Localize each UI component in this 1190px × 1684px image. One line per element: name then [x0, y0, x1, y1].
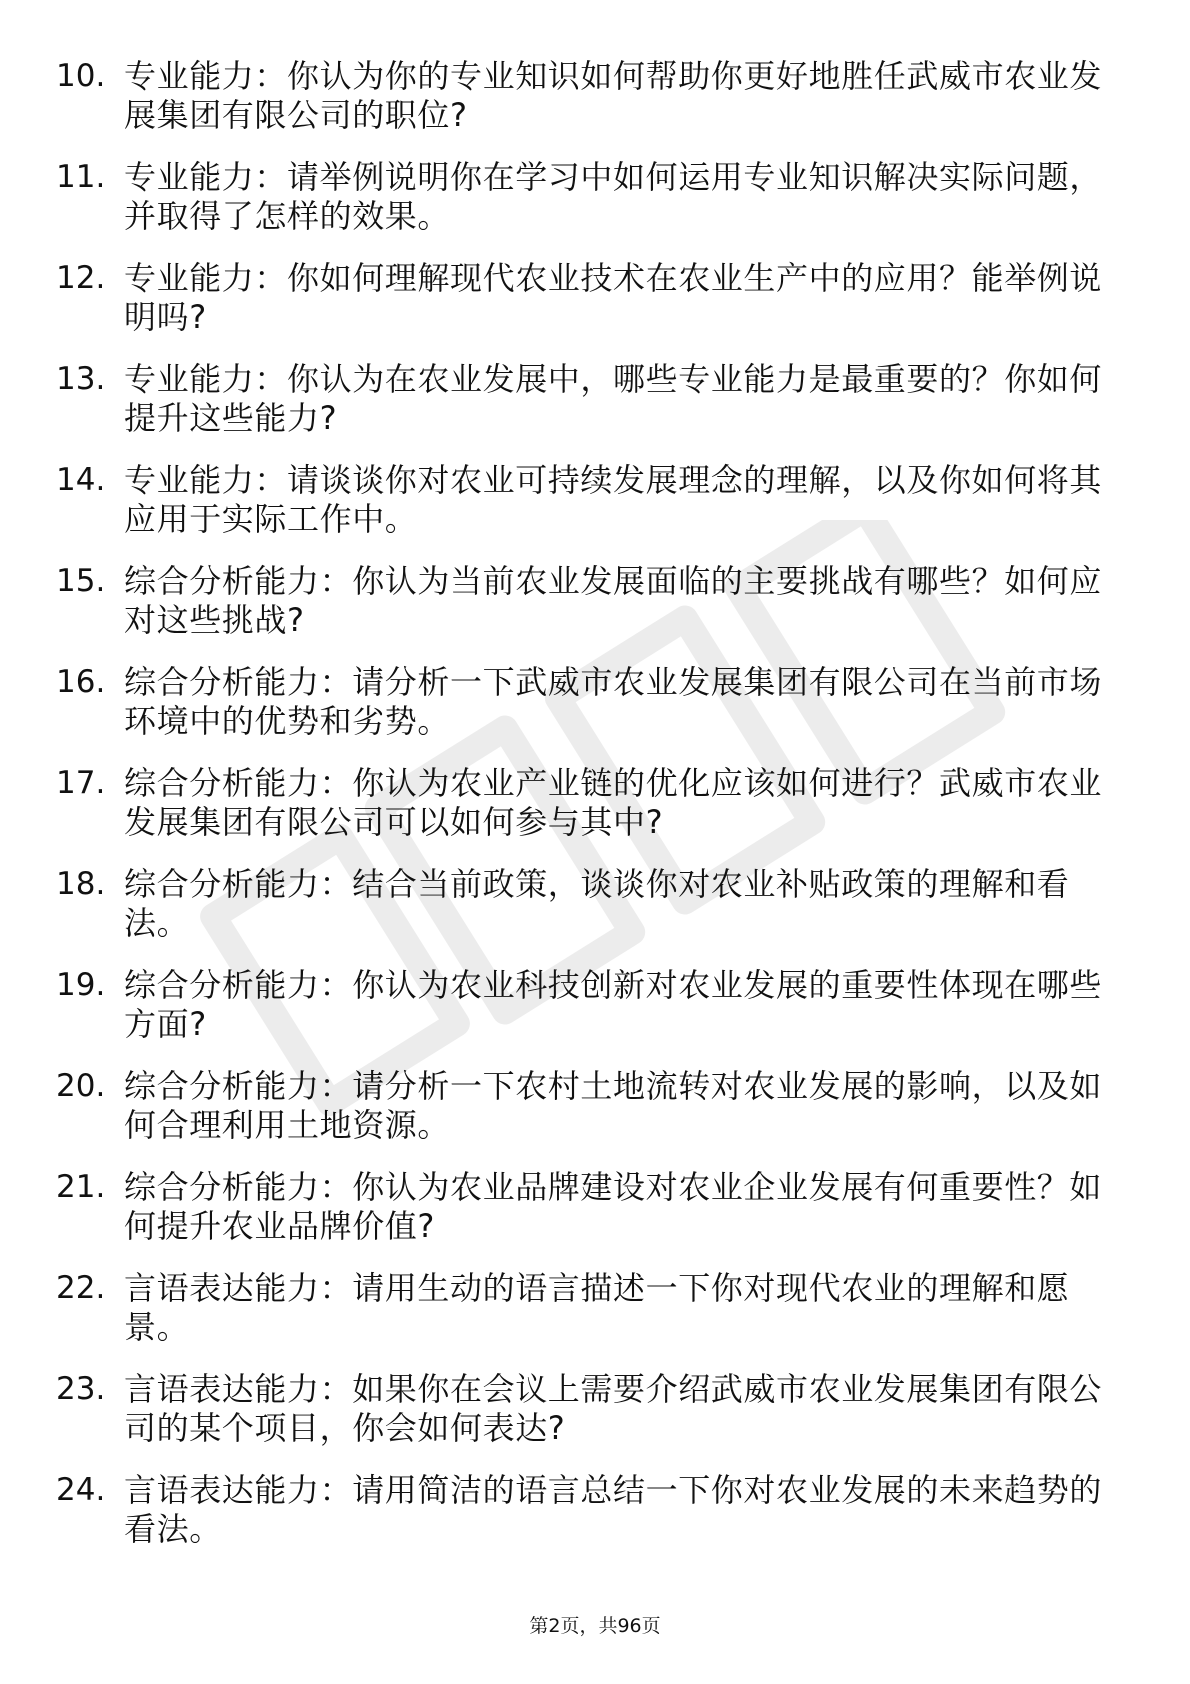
question-item [0, 1370, 1190, 1471]
question-text: 综合分析能力：你认为农业科技创新对农业发展的重要性体现在哪些方面? [124, 966, 1103, 1043]
question-number: 15. [56, 563, 106, 599]
question-list [0, 57, 1190, 1572]
question-item [0, 461, 1190, 562]
question-item [0, 966, 1190, 1067]
question-text: 专业能力：请谈谈你对农业可持续发展理念的理解，以及你如何将其应用于实际工作中。 [124, 461, 1103, 538]
question-item [0, 1067, 1190, 1168]
question-number: 13. [56, 361, 106, 397]
question-text: 综合分析能力：你认为当前农业发展面临的主要挑战有哪些？如何应对这些挑战? [124, 562, 1103, 639]
question-item [0, 360, 1190, 461]
question-text: 言语表达能力：请用简洁的语言总结一下你对农业发展的未来趋势的看法。 [124, 1471, 1103, 1548]
question-number: 20. [56, 1068, 106, 1104]
question-text: 言语表达能力：如果你在会议上需要介绍武威市农业发展集团有限公司的某个项目，你会如何表达? [124, 1370, 1103, 1447]
question-text: 专业能力：请举例说明你在学习中如何运用专业知识解决实际问题，并取得了怎样的效果。 [124, 158, 1103, 235]
question-number: 22. [56, 1270, 106, 1306]
question-item [0, 1168, 1190, 1269]
question-text: 综合分析能力：请分析一下武威市农业发展集团有限公司在当前市场环境中的优势和劣势。 [124, 663, 1103, 740]
question-number: 23. [56, 1371, 106, 1407]
question-number: 12. [56, 260, 106, 296]
question-number: 10. [56, 58, 106, 94]
question-item [0, 764, 1190, 865]
question-text: 专业能力：你如何理解现代农业技术在农业生产中的应用？能举例说明吗? [124, 259, 1103, 336]
question-item [0, 1471, 1190, 1572]
question-item [0, 865, 1190, 966]
question-text: 综合分析能力：请分析一下农村土地流转对农业发展的影响，以及如何合理利用土地资源。 [124, 1067, 1103, 1144]
question-text: 专业能力：你认为在农业发展中，哪些专业能力是最重要的？你如何提升这些能力? [124, 360, 1103, 437]
question-item [0, 663, 1190, 764]
question-number: 24. [56, 1472, 106, 1508]
page-footer: 第2页，共96页 [529, 1615, 661, 1637]
question-item [0, 158, 1190, 259]
question-number: 19. [56, 967, 106, 1003]
question-item [0, 259, 1190, 360]
question-text: 专业能力：你认为你的专业知识如何帮助你更好地胜任武威市农业发展集团有限公司的职位? [124, 57, 1103, 134]
question-text: 综合分析能力：你认为农业品牌建设对农业企业发展有何重要性？如何提升农业品牌价值? [124, 1168, 1103, 1245]
question-number: 21. [56, 1169, 106, 1205]
question-text: 综合分析能力：你认为农业产业链的优化应该如何进行？武威市农业发展集团有限公司可以如何参与其中? [124, 764, 1103, 841]
question-number: 16. [56, 664, 106, 700]
question-text: 言语表达能力：请用生动的语言描述一下你对现代农业的理解和愿景。 [124, 1269, 1070, 1346]
question-item [0, 1269, 1190, 1370]
question-item [0, 562, 1190, 663]
question-text: 综合分析能力：结合当前政策，谈谈你对农业补贴政策的理解和看法。 [124, 865, 1070, 942]
question-number: 17. [56, 765, 106, 801]
question-number: 11. [56, 159, 106, 195]
question-number: 18. [56, 866, 106, 902]
question-number: 14. [56, 462, 106, 498]
question-item [0, 57, 1190, 158]
